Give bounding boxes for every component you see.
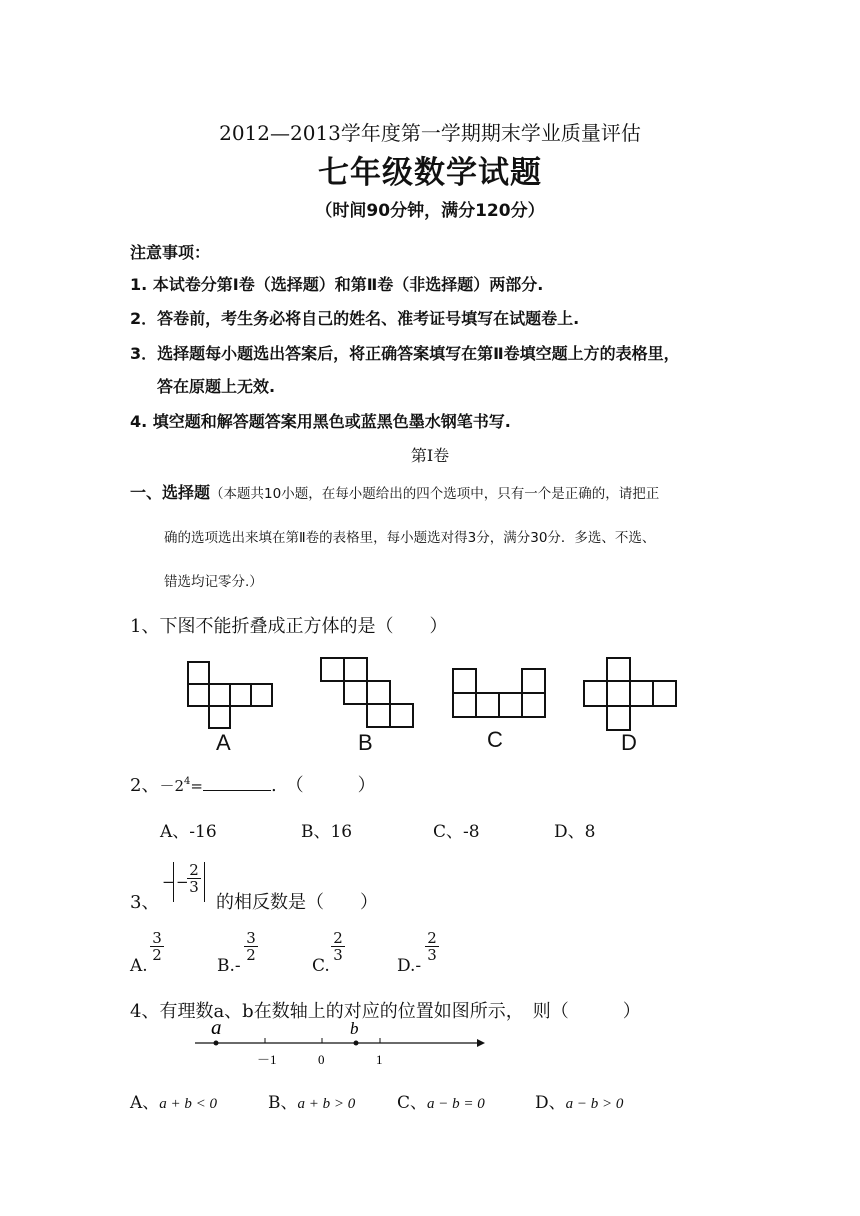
notes-heading: 注意事项： [130,243,211,262]
tick-label-1: 1 [376,1052,383,1067]
section-desc-2: 确的选项选出来填在第Ⅱ卷的表格里，每小题选对得3分，满分30分．多选、不选、 [164,530,656,546]
tick-label-0: 0 [318,1052,325,1067]
question-2-prefix: 2、 [130,775,160,796]
question-2-option-c: C、-8 [433,822,480,842]
option-b-label: B、 [268,1093,298,1113]
section-desc-3: 错选均记零分.） [164,574,263,590]
question-2-option-b: B、16 [301,822,353,842]
point-a-label: a [211,1016,222,1039]
question-2-text [130,771,376,797]
section-header [130,480,659,503]
question-2-exponent: 4 [184,776,191,787]
question-4-text: 4、有理数a、b在数轴上的对应的位置如图所示， 则（ ） [130,1001,641,1022]
axis-arrow [477,1039,485,1047]
net-label-c: C [487,727,503,752]
point-b-label: b [350,1019,359,1038]
note-item-4: 4. 填空题和解答题答案用黑色或蓝黑色墨水钢笔书写. [130,412,511,431]
note-item-1: 1. 本试卷分第Ⅰ卷（选择题）和第Ⅱ卷（非选择题）两部分. [130,275,544,294]
question-3-option-c-label: C. [312,956,330,976]
question-4-option-a [130,1088,217,1113]
exam-title: 七年级数学试题 [318,155,542,191]
question-3-expression [162,860,222,906]
question-3-option-c-fraction [331,930,345,963]
part-label: 第Ⅰ卷 [410,446,450,465]
option-b-num: 3 [246,929,256,947]
option-c-den: 3 [331,946,345,963]
option-a-den: 2 [150,946,164,963]
question-2-equals: = [190,777,203,795]
section-title: 一、选择题 [130,483,211,502]
fraction-denominator: 3 [187,878,201,895]
abs-bar-left [173,862,174,902]
exam-time-score: （时间90分钟，满分120分） [315,201,545,221]
question-3-option-d-label: D.- [397,956,422,976]
point-a-dot [214,1041,219,1046]
question-3-option-b-fraction [244,930,258,963]
number-line [185,1016,495,1072]
option-d-label: D、 [535,1093,566,1113]
net-label-d: D [621,730,637,755]
note-item-2: 2．答卷前，考生务必将自己的姓名、准考证号填写在试题卷上. [130,309,580,328]
question-3-option-a-label: A. [130,956,148,976]
option-d-expr: a − b > 0 [565,1096,624,1112]
option-b-expr: a + b > 0 [297,1096,356,1112]
question-3-fraction [187,862,201,895]
fraction-numerator: 2 [189,861,199,879]
question-2-base: －2 [159,777,184,795]
option-a-label: A、 [130,1093,160,1113]
question-2-option-d: D、8 [554,822,596,842]
inner-minus: − [176,873,189,891]
note-item-3-cont: 答在原题上无效. [157,377,276,396]
option-d-num: 2 [427,929,437,947]
question-3-text: 的相反数是（ ） [216,892,378,913]
question-2-option-a: A、-16 [160,822,217,842]
note-item-3: 3．选择题每小题选出答案后，将正确答案填写在第Ⅱ卷填空题上方的表格里， [130,344,680,363]
point-b-dot [354,1041,359,1046]
net-label-b: B [358,730,373,755]
net-a [188,662,272,728]
net-label-a: A [216,730,231,755]
outer-minus: − [162,873,175,891]
option-d-den: 3 [425,946,439,963]
option-a-num: 3 [152,929,162,947]
question-2-tail: . （ ） [270,775,376,796]
question-3-option-b-label: B.- [217,956,241,976]
question-3-prefix: 3、 [130,892,160,913]
net-c [453,669,545,717]
option-a-expr: a + b < 0 [159,1096,218,1112]
exam-header-line: 2012—2013学年度第一学期期末学业质量评估 [219,121,641,145]
question-4-option-c [397,1088,485,1113]
net-b [321,658,413,727]
question-3-option-d-fraction [425,930,439,963]
question-1-text: 1、下图不能折叠成正方体的是（ ） [130,616,448,637]
option-c-num: 2 [333,929,343,947]
question-4-option-b [268,1088,355,1113]
abs-bar-right [204,862,205,902]
section-desc-1: （本题共10小题，在每小题给出的四个选项中，只有一个是正确的，请把正 [210,486,660,502]
question-3-option-a-fraction [150,930,164,963]
tick-label-minus-1: －1 [257,1052,277,1067]
option-c-expr: a − b = 0 [427,1096,485,1112]
option-b-den: 2 [244,946,258,963]
question-4-option-d [535,1088,623,1113]
net-d [584,658,676,730]
option-c-label: C、 [397,1093,428,1113]
answer-blank [203,776,271,791]
